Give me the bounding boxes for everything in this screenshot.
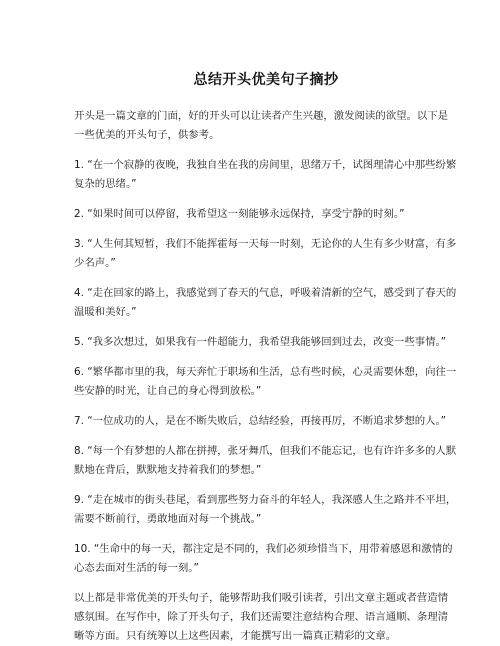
document-title: 总结开头优美句子摘抄 xyxy=(193,72,339,88)
quote-list xyxy=(74,156,458,578)
quote-item-3: 3. “人生何其短暂，我们不能挥霍每一天每一时刻，无论你的人生有多少财富，有多少名声。” xyxy=(74,238,457,269)
quote-item-10: 10. “生命中的每一天，都注定是不同的，我们必须珍惜当下，用带着感恩和激情的心态去面对生活的每一刻。” xyxy=(74,543,453,574)
quote-item-5: 5. “我多次想过，如果我有一件超能力，我希望我能够回到过去，改变一些事情。” xyxy=(74,336,447,348)
quote-item-1: 1. “在一个寂静的夜晚，我独自坐在我的房间里，思绪万千，试图理清心中那些纷繁复杂的思绪。” xyxy=(74,159,457,190)
quote-item-8: 8. “每一个有梦想的人都在拼搏，张牙舞爪，但我们不能忘记，也有许许多多的人默默地在背后，默默地支持着我们的梦想。” xyxy=(74,445,457,476)
quote-item-9: 9. “走在城市的街头巷尾，看到那些努力奋斗的年轻人，我深感人生之路并不平坦，需要不断前行，勇敢地面对每一个挑战。” xyxy=(74,494,457,525)
intro-paragraph: 开头是一篇文章的门面，好的开头可以让读者产生兴趣，激发阅读的欲望。以下是一些优美的开头句子，供参考。 xyxy=(74,110,449,141)
quote-item-6: 6. “繁华都市里的我，每天奔忙于职场和生活，总有些时候，心灵需要休憩，向往一些安静的时光，让自己的身心得到放松。” xyxy=(74,366,457,397)
conclusion-paragraph: 以上都是非常优美的开头句子，能够帮助我们吸引读者，引出文章主题或者营造情感氛围。在写作中，除了开头句子，我们还需要注意结构合理、语言通顺、条理清晰等方面。只有统筹以上这些因素，才能撰写出一篇真正精彩的文章。 xyxy=(74,592,449,642)
quote-item-7: 7. “一位成功的人，是在不断失败后，总结经验，再接再厉，不断追求梦想的人。” xyxy=(74,415,447,427)
quote-item-2: 2. “如果时间可以停留，我希望这一刻能够永远保持，享受宁静的时刻。” xyxy=(74,208,405,220)
quote-item-4: 4. “走在回家的路上，我感觉到了春天的气息，呼吸着清新的空气，感受到了春天的温暖和美好。” xyxy=(74,287,457,318)
